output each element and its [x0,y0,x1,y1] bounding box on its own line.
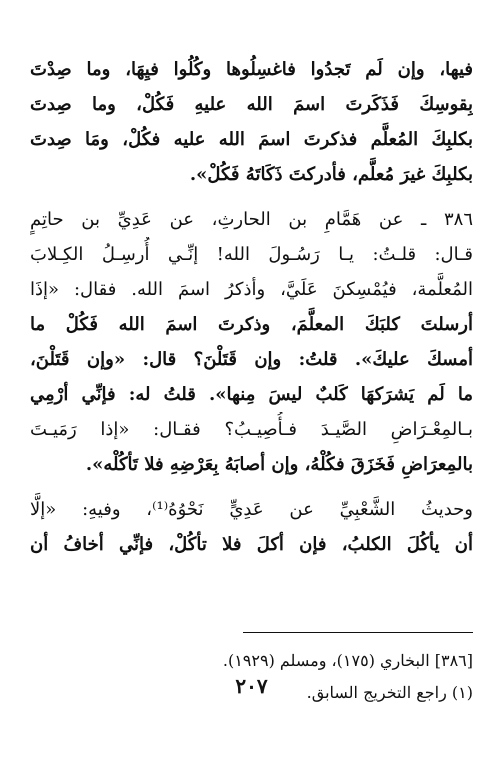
text-line: قـال: قلـتُ: يـا رَسُـولَ الله! إنِّـي أُرسِـلُ الكِـلابَ [30,244,473,265]
footnote-reference: [٣٨٦] البخاري (١٧٥)، ومسلم (١٩٢٩). [222,651,473,670]
text-line: بكلبِكَ غيرَ مُعلَّم، فأدركتَ ذَكَاتَهُ فَكُلْ». [189,164,473,185]
page-body [30,52,473,757]
text-line: بـالمِعْـرَاضِ الصَّيـدَ فـأُصِيـبُ؟ فقـال: «إذا رَمَيـتَ [30,419,473,440]
text-line: ما لَم يَشرَكهَا كَلبٌ ليسَ مِنها». قلتُ له: فإنِّي أرْمِي [30,384,473,405]
footnote-gap [30,562,473,632]
paragraph-continuation [30,52,473,192]
page-number: ٢٠٧ [235,674,268,698]
text-line: أن يأكُلَ الكلبُ، فإن أكلَ فلا تأكُلْ، فإنِّي أخافُ أن [30,534,473,555]
footnote-item: (١) راجع التخريج السابق. [306,683,473,702]
text-line: بالمِعرَاضِ فَخَزَقَ فكُلْهُ، وإن أصابَهُ بِعَرْضِهِ فلا تَأكُلْه». [85,454,473,475]
footnote-divider [243,632,473,633]
text-line: ٣٨٦ ـ عن هَمَّامِ بن الحارثِ، عن عَدِيِّ بن حاتِمٍ [30,209,473,230]
paragraph-gap [30,482,473,492]
hadith-shabi [30,492,473,562]
text-line: أرسلتَ كلبَكَ المعلَّمَ، وذكرتَ اسمَ الله فَكُلْ ما [30,314,473,335]
hadith-386 [30,202,473,482]
text-line: المُعلَّمة، فيُمْسِكنَ عَلَيَّ، وأذكرُ اسمَ الله. فقال: «إذَا [30,279,473,300]
text-line: فيها، وإن لَم تَجدُوا فاغسِلُوها وكُلُوا فيِهَا، وما صِدْتَ [30,59,473,80]
text-line: وحديثُ الشَّعْبِيِّ عن عَدِيٍّ نَحْوُهُ⁽¹⁾، وفيهِ: «إلَّا [30,499,473,520]
paragraph-gap [30,192,473,202]
text-line: بِقوسِكَ فَذَكَرتَ اسمَ الله عليهِ فَكُلْ، وما صِدتَ [30,94,473,115]
text-line: بكلبِكَ المُعلَّم فذكرتَ اسمَ الله عليه فكُلْ، ومَا صِدتَ [30,129,473,150]
text-line: أمسكَ عليكَ». قلتُ: وإن قَتَلْنَ؟ قال: «وإن قَتَلْنَ، [30,349,473,370]
